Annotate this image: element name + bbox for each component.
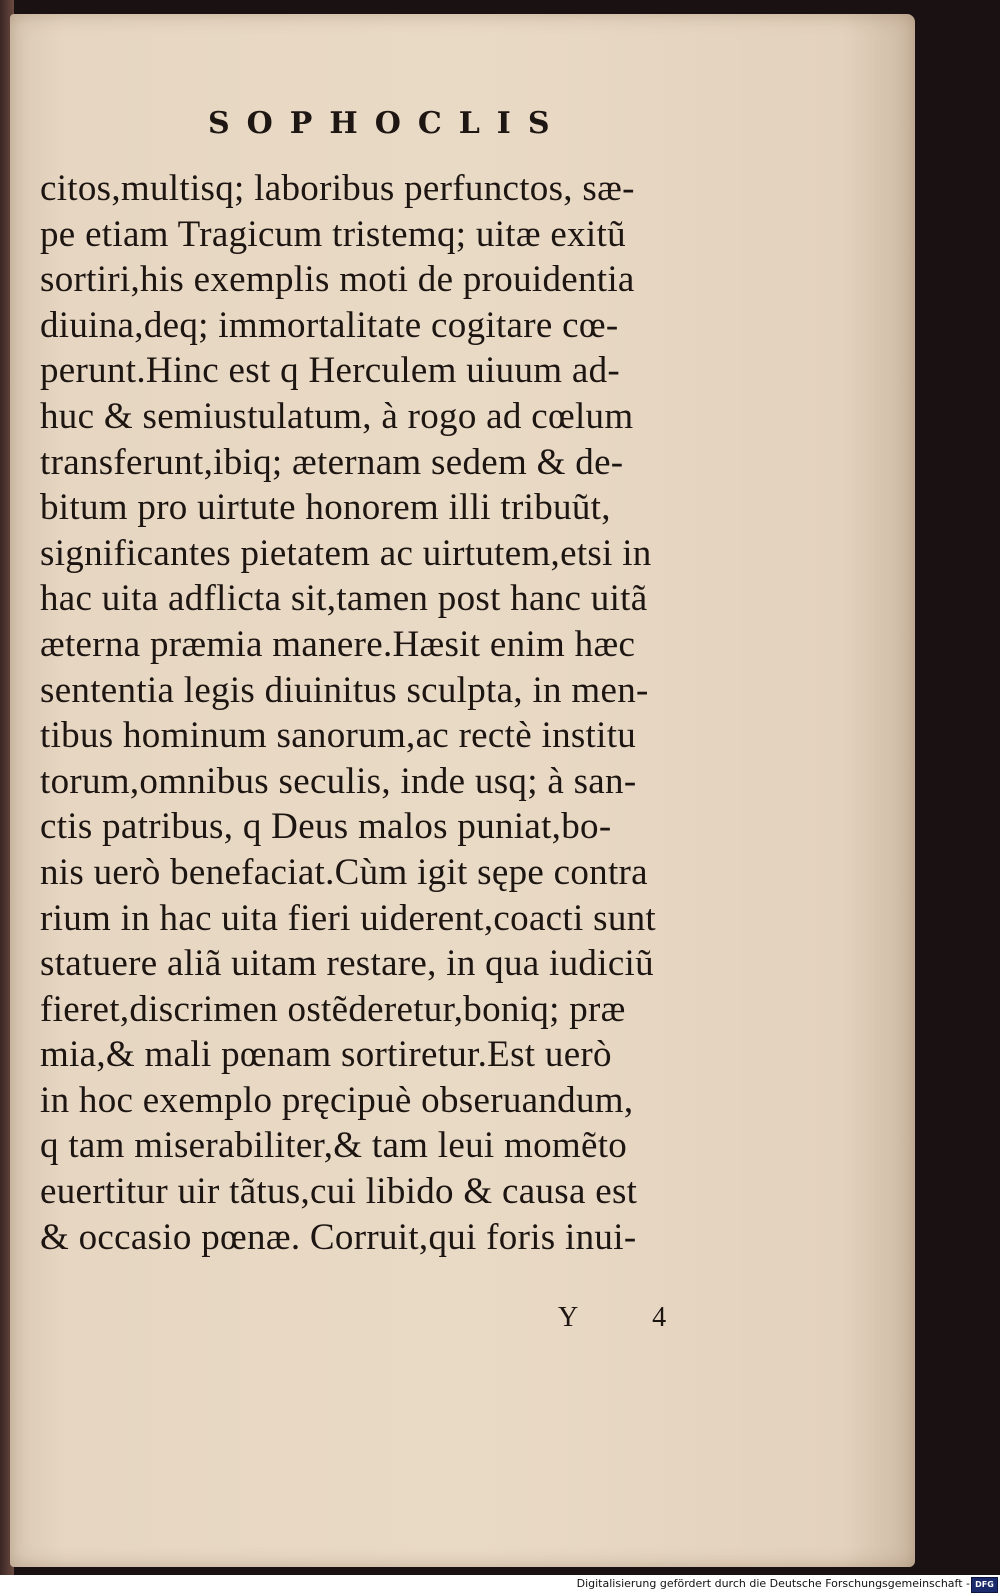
text-line: citos,multisq; laboribus perfunctos, sæ- [40,168,635,209]
text-line: in hoc exemplo pręcipuè obseruandum, [40,1079,634,1121]
text-line: fieret,discrimen ostẽderetur,boniq; præ [40,988,626,1030]
text-line: transferunt,ibiq; æternam sedem & de- [40,441,624,483]
text-line: pe etiam Tragicum tristemq; uitæ exitũ [40,213,626,255]
text-line: & occasio pœnæ. Corruit,qui foris inui- [40,1216,637,1258]
text-line: torum,omnibus seculis, inde usq; à san- [40,760,637,802]
text-line: sortiri,his exemplis moti de prouidentia [40,259,635,301]
dfg-logo: DFG [971,1577,998,1593]
text-line: bitum pro uirtute honorem illi tribuũt, [40,487,611,529]
text-line: significantes pietatem ac uirtutem,etsi in [40,532,652,574]
text-line: q tam miserabiliter,& tam leui momẽto [40,1125,628,1167]
running-head: SOPHOCLIS [208,106,567,141]
book-page [10,14,915,1567]
body-text [40,166,760,1260]
text-line: sententia legis diuinitus sculpta, in men- [40,669,649,711]
text-line: ctis patribus, q Deus malos puniat,bo- [40,806,612,848]
text-line: euertitur uir tãtus,cui libido & causa est [40,1171,638,1213]
text-line: diuina,deq; immortalitate cogitare cœ- [40,304,619,346]
signature-mark: Y 4 [558,1302,701,1333]
text-line: nis uerò benefaciat.Cùm igit sępe contra [40,851,648,893]
text-line: hac uita adflicta sit,tamen post hanc uitã [40,578,648,620]
text-line: tibus hominum sanorum,ac rectè institu [40,715,637,757]
footer-bar [0,1575,1000,1595]
text-line: rium in hac uita fieri uiderent,coacti sunt [40,897,656,939]
text-line: statuere aliã uitam restare, in qua iudiciũ [40,943,654,985]
text-line: perunt.Hinc est q Herculem uiuum ad- [40,350,621,392]
text-line: huc & semiustulatum, à rogo ad cœlum [40,395,634,437]
text-line: æterna præmia manere.Hæsit enim hæc [40,623,636,665]
footer-credit: Digitalisierung gefördert durch die Deutsche Forschungsgemeinschaft - [576,1577,970,1590]
text-line: mia,& mali pœnam sortiretur.Est uerò [40,1034,612,1076]
